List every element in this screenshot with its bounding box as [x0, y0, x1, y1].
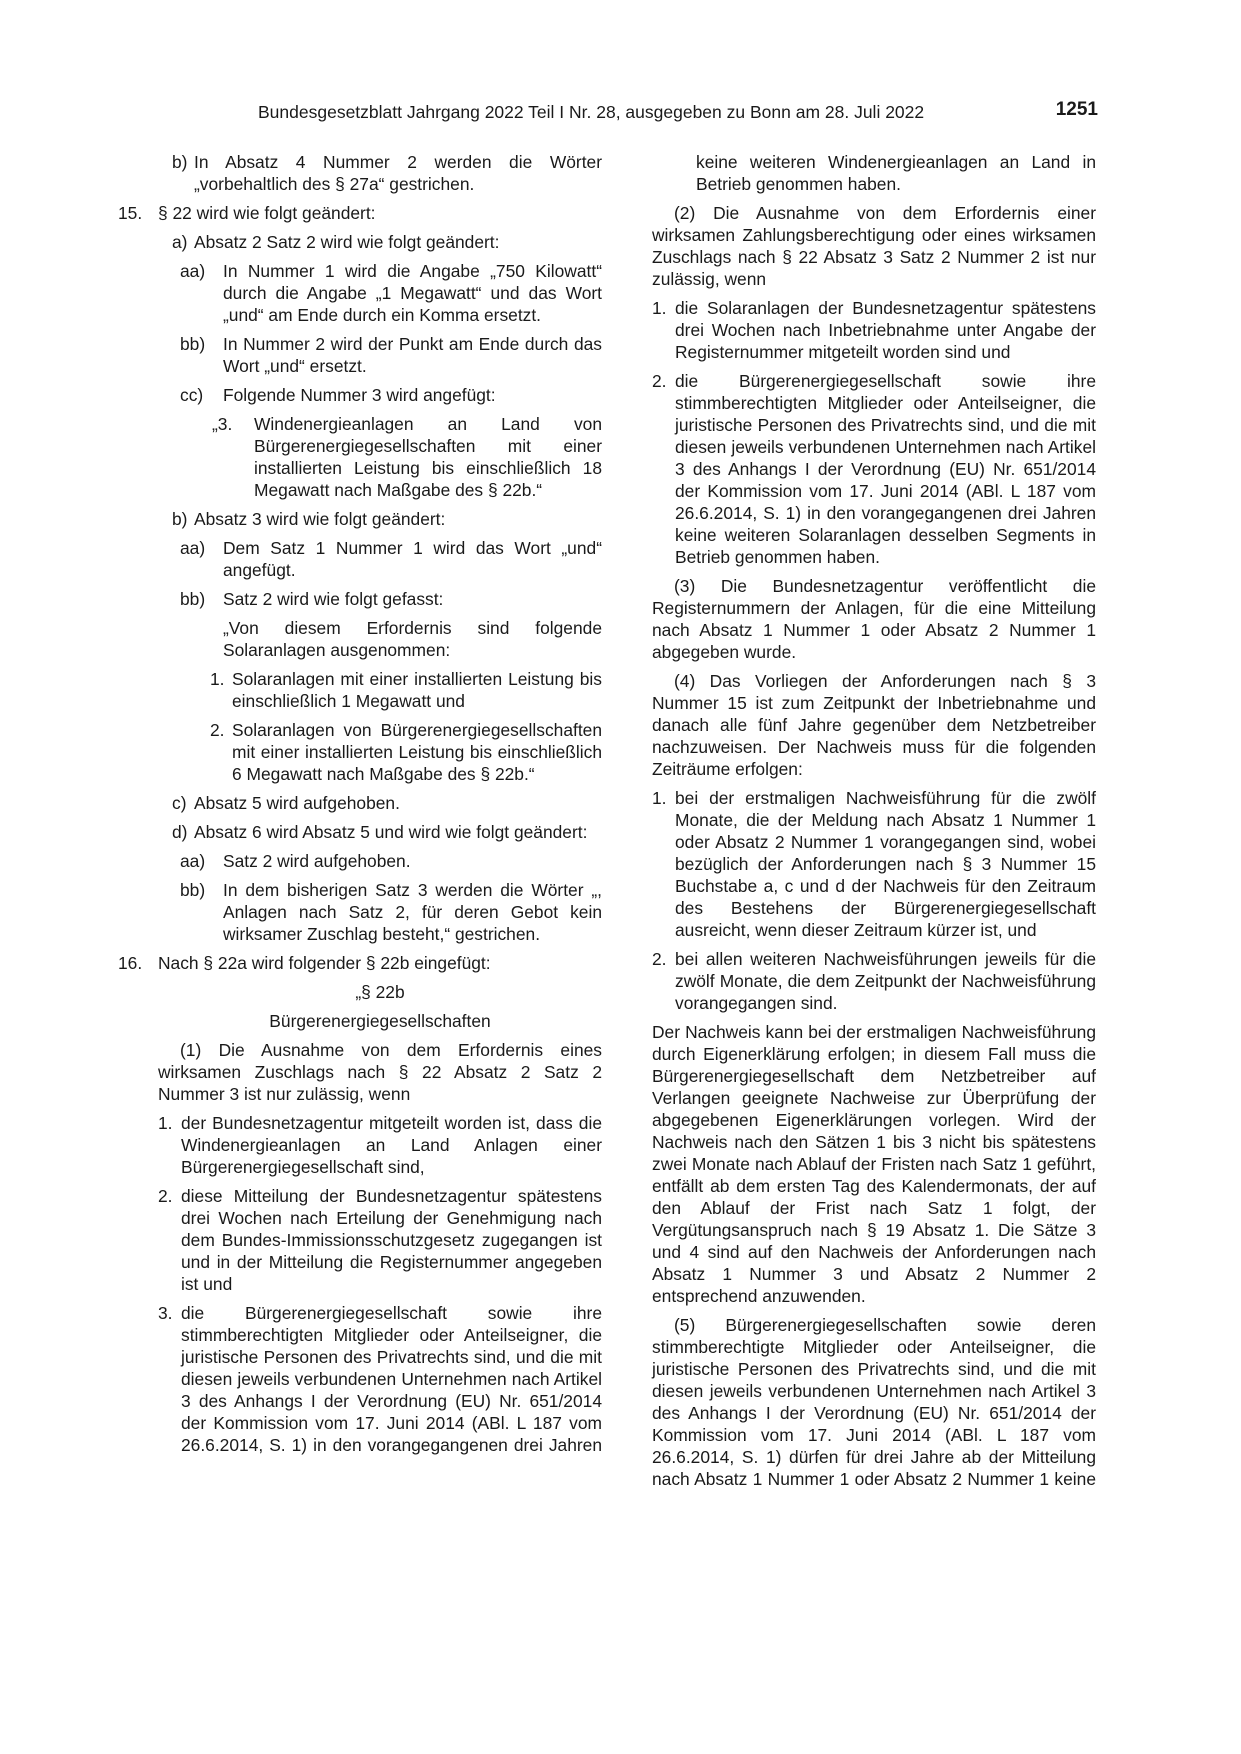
item-text: die Bürgerenergiegesellschaft sowie ihre stimmberechtigten Mitglieder oder Anteilseigner, die juristische Personen des Privatrechts sind, und die mit diesen jeweils verbundenen Unternehmen nach Artikel 3 des Anhangs I der Verordnung (EU) Nr. 651/2014 der Kommission vom 17. Juni 2014 (ABl. L 187 vom 26.6.2014, S. 1) in den vorangegangenen drei Jahren — [181, 1303, 602, 1455]
list-item — [158, 792, 602, 814]
item-text: Satz 2 wird wie folgt gefasst: — [223, 589, 444, 609]
quoted-item — [158, 668, 602, 712]
item-marker: bb) — [180, 334, 206, 354]
list-item — [158, 333, 602, 377]
item-marker: 16. — [118, 953, 143, 973]
page-header — [258, 98, 1098, 126]
continued-text: keine weiteren Windenergieanlagen an Land in Betrieb genommen haben. — [696, 152, 1096, 194]
list-item — [158, 588, 602, 610]
quoted-item — [158, 719, 602, 785]
item-text: Absatz 5 wird aufgehoben. — [194, 793, 400, 813]
list-item — [118, 952, 602, 974]
item-text: Folgende Nummer 3 wird angefügt: — [223, 385, 496, 405]
page-number: 1251 — [1055, 99, 1098, 120]
item-text: Windenergieanlagen an Land von Bürgerenergiegesellschaften mit einer installierten Leistung bis einschließlich 18 Megawatt nach Maßgabe des § 22b.“ — [254, 414, 602, 500]
item-text: bei allen weiteren Nachweisführungen jeweils für die zwölf Monate, die dem Zeitpunkt der Nachweisführung vorangegangen sind. — [675, 949, 1096, 1013]
item-text: § 22 wird wie folgt geändert: — [158, 203, 376, 223]
list-item — [158, 231, 602, 253]
paragraph-1: (1) Die Ausnahme von dem Erfordernis eines wirksamen Zuschlags nach § 22 Absatz 2 Satz 2 Nummer 3 ist nur zulässig, wenn — [158, 1040, 602, 1104]
gazette-title: Bundesgesetzblatt Jahrgang 2022 Teil I Nr. 28, ausgegeben zu Bonn am 28. Juli 2022 — [258, 102, 925, 122]
list-item — [158, 384, 602, 406]
list-item — [158, 508, 602, 530]
item-marker: 1. — [158, 1113, 173, 1133]
item-text: In Nummer 2 wird der Punkt am Ende durch das Wort „und“ ersetzt. — [223, 334, 602, 376]
item-text: „Von diesem Erfordernis sind folgende Solaranlagen ausgenommen: — [223, 618, 602, 660]
item-marker: aa) — [180, 538, 206, 558]
list-item — [158, 151, 602, 195]
item-marker: 3. — [158, 1303, 173, 1323]
item-marker: b) — [172, 152, 188, 172]
item-text: In Absatz 4 Nummer 2 werden die Wörter „vorbehaltlich des § 27a“ gestrichen. — [194, 152, 602, 194]
item-marker: 1. — [652, 788, 667, 808]
list-item — [652, 787, 1096, 941]
list-item — [118, 202, 602, 224]
paragraph-3: (3) Die Bundesnetzagentur veröffentlicht die Registernummern der Anlagen, für die eine Mitteilung nach Absatz 1 Nummer 1 oder Absatz 2 Nummer 1 abgegeben wurde. — [652, 576, 1096, 662]
left-column — [118, 151, 602, 1463]
item-marker: 15. — [118, 203, 143, 223]
item-text: Solaranlagen von Bürgerenergiegesellschaften mit einer installierten Leistung bis einschließlich 6 Megawatt nach Maßgabe des § 22b.“ — [232, 720, 602, 784]
item-marker: „3. — [212, 414, 233, 434]
list-item — [158, 1112, 602, 1178]
quoted-intro — [158, 617, 602, 661]
item-text: Dem Satz 1 Nummer 1 wird das Wort „und“ angefügt. — [223, 538, 602, 580]
list-item — [158, 850, 602, 872]
paragraph-2: (2) Die Ausnahme von dem Erfordernis einer wirksamen Zahlungsberechtigung oder eines wirksamen Zuschlags nach § 22 Absatz 3 Satz 2 Nummer 2 ist nur zulässig, wenn — [652, 203, 1096, 289]
item-text: Nach § 22a wird folgender § 22b eingefügt: — [158, 953, 491, 973]
item-marker: 2. — [210, 720, 225, 740]
item-text: Absatz 6 wird Absatz 5 und wird wie folgt geändert: — [194, 822, 588, 842]
list-item — [158, 260, 602, 326]
item-marker: 1. — [210, 669, 225, 689]
item-marker: 2. — [652, 949, 667, 969]
list-item — [158, 821, 602, 843]
quoted-item — [158, 413, 602, 501]
list-item — [652, 297, 1096, 363]
item-text: diese Mitteilung der Bundesnetzagentur spätestens drei Wochen nach Erteilung der Genehmigung nach dem Bundes-Immissionsschutzgesetz zugegangen ist und in der Mitteilung die Registernummer angegeben ist und — [181, 1186, 602, 1294]
item-marker: b) — [172, 509, 188, 529]
list-item — [158, 1302, 602, 1456]
item-text: bei der erstmaligen Nachweisführung für die zwölf Monate, die der Meldung nach Absatz 1 Nummer 1 oder Absatz 2 Nummer 1 vorangegangen sind, wobei bezüglich der Anforderungen nach § 3 Nummer 15 Buchstabe a, c und d der Nachweis für den Zeitraum des Bestehens der Bürgerenergiegesellschaft ausreicht, wenn dieser Zeitraum kürzer ist, und — [675, 788, 1096, 940]
list-item — [158, 1185, 602, 1295]
item-marker: 2. — [158, 1186, 173, 1206]
item-text: die Bürgerenergiegesellschaft sowie ihre stimmberechtigten Mitglieder oder Anteilseigner, die juristische Personen des Privatrechts sind, und die mit diesen jeweils verbundenen Unternehmen nach Artikel 3 des Anhangs I der Verordnung (EU) Nr. 651/2014 der Kommission vom 17. Juni 2014 (ABl. L 187 vom 26.6.2014, S. 1) in den vorangegangenen drei Jahren keine weiteren Solaranlagen desselben Segments in Betrieb genommen haben. — [675, 371, 1096, 567]
item-marker: bb) — [180, 880, 206, 900]
item-text: Absatz 2 Satz 2 wird wie folgt geändert: — [194, 232, 500, 252]
item-text: Satz 2 wird aufgehoben. — [223, 851, 411, 871]
item-marker: cc) — [180, 385, 204, 405]
item-marker: 2. — [652, 371, 667, 391]
item-marker: aa) — [180, 851, 206, 871]
item-text: In dem bisherigen Satz 3 werden die Wörter „, Anlagen nach Satz 2, für deren Gebot kein wirksamer Zuschlag besteht,“ gestrichen. — [223, 880, 602, 944]
item-text: die Solaranlagen der Bundesnetzagentur spätestens drei Wochen nach Inbetriebnahme unter Angabe der Registernummer mitgeteilt worden sind und — [675, 298, 1096, 362]
item-marker: a) — [172, 232, 188, 252]
section-number: „§ 22b — [355, 982, 405, 1002]
paragraph-5: (5) Bürgerenergiegesellschaften sowie deren stimmberechtigte Mitglieder oder Anteilseigner, die juristische Personen des Privatrechts sind, und die mit diesen jeweils verbundenen Unternehmen nach Artikel 3 des Anhangs I der Verordnung (EU) Nr. 651/2014 der Kommission vom 17. Juni 2014 (ABl. L 187 vom 26.6.2014, S. 1) dürfen für drei Jahre ab der Mitteilung nach Absatz 1 Nummer 1 oder Absatz 2 Nummer 1 keine — [652, 1315, 1096, 1489]
section-title: Bürgerenergiegesellschaften — [269, 1011, 491, 1031]
item-marker: c) — [172, 793, 187, 813]
list-item — [652, 370, 1096, 568]
list-item — [158, 879, 602, 945]
item-marker: aa) — [180, 261, 206, 281]
item-marker: bb) — [180, 589, 206, 609]
item-marker: 1. — [652, 298, 667, 318]
item-marker: d) — [172, 822, 188, 842]
paragraph-4-tail: Der Nachweis kann bei der erstmaligen Nachweisführung durch Eigenerklärung erfolgen; in diesem Fall muss die Bürgerenergiegesellschaft dem Netzbetreiber auf Verlangen geeignete Nachweise zur Überprüfung der abgegebenen Eigenerklärungen vorlegen. Wird der Nachweis nach den Sätzen 1 bis 3 nicht bis spätestens zwei Monate nach Ablauf der Fristen nach Satz 1 geführt, entfällt ab dem ersten Tag des Kalendermonats, der auf den Ablauf der Frist nach Satz 1 folgt, der Vergütungsanspruch nach § 19 Absatz 1. Die Sätze 3 und 4 sind auf den Nachweis der Anforderungen nach Absatz 1 Nummer 3 und Absatz 2 Nummer 2 entsprechend anzuwenden. — [652, 1022, 1096, 1306]
item-text: In Nummer 1 wird die Angabe „750 Kilowatt“ durch die Angabe „1 Megawatt“ und das Wort „und“ am Ende durch ein Komma ersetzt. — [223, 261, 602, 325]
item-text: Solaranlagen mit einer installierten Leistung bis einschließlich 1 Megawatt und — [232, 669, 602, 711]
item-text: der Bundesnetzagentur mitgeteilt worden ist, dass die Windenergieanlagen an Land Anlagen einer Bürgerenergiegesellschaft sind, — [181, 1113, 602, 1177]
paragraph-4: (4) Das Vorliegen der Anforderungen nach § 3 Nummer 15 ist zum Zeitpunkt der Inbetriebnahme und danach alle fünf Jahre gegenüber dem Netzbetreiber nachzuweisen. Der Nachweis muss für die folgenden Zeiträume erfolgen: — [652, 671, 1096, 779]
item-text: Absatz 3 wird wie folgt geändert: — [194, 509, 446, 529]
list-item — [158, 537, 602, 581]
list-item — [652, 948, 1096, 1014]
right-column — [652, 151, 1096, 1497]
